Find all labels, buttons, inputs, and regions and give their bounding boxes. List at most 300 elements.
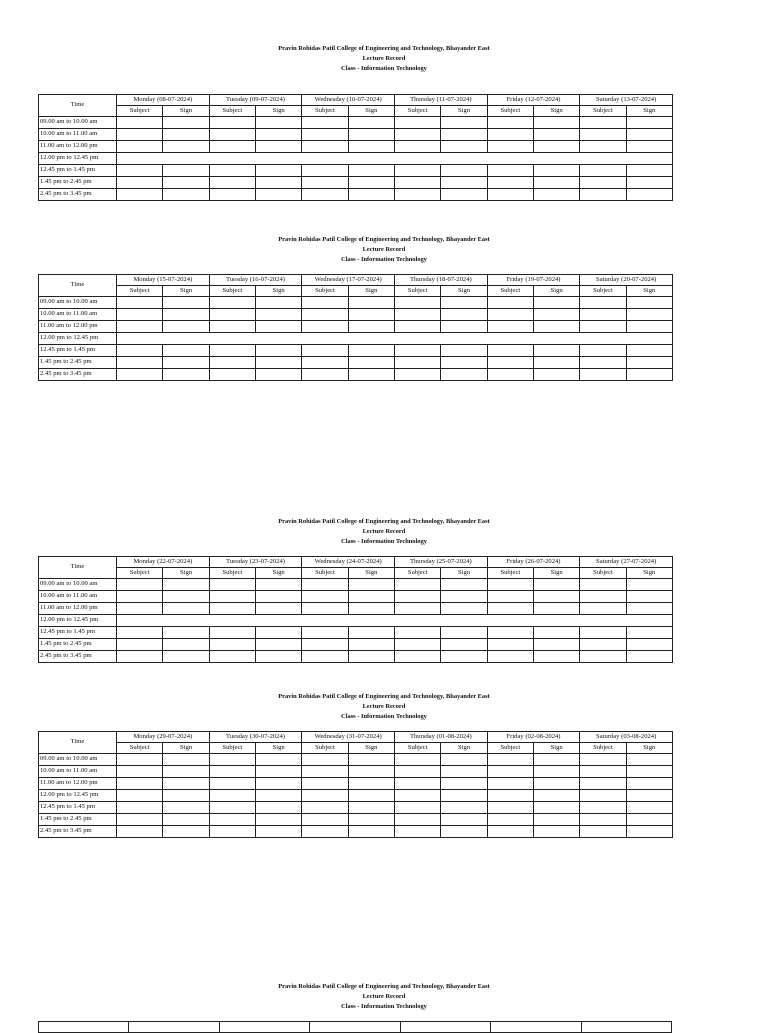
subject-cell[interactable] xyxy=(395,141,441,153)
subject-cell[interactable] xyxy=(209,345,255,357)
subject-cell[interactable] xyxy=(302,117,348,129)
subject-cell[interactable] xyxy=(117,651,163,663)
sign-cell[interactable] xyxy=(626,826,672,838)
sign-cell[interactable] xyxy=(441,754,487,766)
subject-cell[interactable] xyxy=(209,129,255,141)
subject-cell[interactable] xyxy=(209,591,255,603)
subject-cell[interactable] xyxy=(117,117,163,129)
sign-cell[interactable] xyxy=(256,790,302,802)
subject-cell[interactable] xyxy=(302,778,348,790)
subject-cell[interactable] xyxy=(487,802,533,814)
sign-cell[interactable] xyxy=(348,802,394,814)
sign-cell[interactable] xyxy=(626,165,672,177)
subject-cell[interactable] xyxy=(487,309,533,321)
sign-cell[interactable] xyxy=(163,826,209,838)
sign-cell[interactable] xyxy=(441,627,487,639)
sign-cell[interactable] xyxy=(534,766,580,778)
sign-cell[interactable] xyxy=(626,627,672,639)
sign-cell[interactable] xyxy=(348,357,394,369)
subject-cell[interactable] xyxy=(580,603,626,615)
subject-cell[interactable] xyxy=(302,591,348,603)
sign-cell[interactable] xyxy=(441,778,487,790)
sign-cell[interactable] xyxy=(534,189,580,201)
subject-cell[interactable] xyxy=(487,579,533,591)
subject-cell[interactable] xyxy=(117,627,163,639)
subject-cell[interactable] xyxy=(302,189,348,201)
sign-cell[interactable] xyxy=(626,802,672,814)
subject-cell[interactable] xyxy=(117,814,163,826)
subject-cell[interactable] xyxy=(580,321,626,333)
sign-cell[interactable] xyxy=(256,651,302,663)
subject-cell[interactable] xyxy=(395,579,441,591)
subject-cell[interactable] xyxy=(117,591,163,603)
subject-cell[interactable] xyxy=(117,177,163,189)
subject-cell[interactable] xyxy=(209,790,255,802)
sign-cell[interactable] xyxy=(441,802,487,814)
subject-cell[interactable] xyxy=(395,297,441,309)
sign-cell[interactable] xyxy=(256,321,302,333)
sign-cell[interactable] xyxy=(441,309,487,321)
sign-cell[interactable] xyxy=(626,141,672,153)
sign-cell[interactable] xyxy=(256,117,302,129)
sign-cell[interactable] xyxy=(441,345,487,357)
subject-cell[interactable] xyxy=(395,345,441,357)
sign-cell[interactable] xyxy=(626,189,672,201)
sign-cell[interactable] xyxy=(348,778,394,790)
subject-cell[interactable] xyxy=(302,627,348,639)
sign-cell[interactable] xyxy=(534,297,580,309)
sign-cell[interactable] xyxy=(441,369,487,381)
sign-cell[interactable] xyxy=(626,766,672,778)
subject-cell[interactable] xyxy=(580,189,626,201)
subject-cell[interactable] xyxy=(487,189,533,201)
subject-cell[interactable] xyxy=(487,826,533,838)
subject-cell[interactable] xyxy=(395,639,441,651)
sign-cell[interactable] xyxy=(534,177,580,189)
subject-cell[interactable] xyxy=(580,297,626,309)
subject-cell[interactable] xyxy=(395,177,441,189)
subject-cell[interactable] xyxy=(395,627,441,639)
sign-cell[interactable] xyxy=(256,177,302,189)
subject-cell[interactable] xyxy=(209,309,255,321)
sign-cell[interactable] xyxy=(256,754,302,766)
sign-cell[interactable] xyxy=(348,165,394,177)
subject-cell[interactable] xyxy=(209,117,255,129)
sign-cell[interactable] xyxy=(534,826,580,838)
sign-cell[interactable] xyxy=(534,579,580,591)
sign-cell[interactable] xyxy=(256,826,302,838)
subject-cell[interactable] xyxy=(209,766,255,778)
subject-cell[interactable] xyxy=(117,189,163,201)
subject-cell[interactable] xyxy=(117,639,163,651)
subject-cell[interactable] xyxy=(302,129,348,141)
subject-cell[interactable] xyxy=(580,141,626,153)
sign-cell[interactable] xyxy=(441,579,487,591)
subject-cell[interactable] xyxy=(580,177,626,189)
sign-cell[interactable] xyxy=(348,177,394,189)
sign-cell[interactable] xyxy=(163,177,209,189)
sign-cell[interactable] xyxy=(256,309,302,321)
subject-cell[interactable] xyxy=(487,778,533,790)
subject-cell[interactable] xyxy=(395,754,441,766)
sign-cell[interactable] xyxy=(256,778,302,790)
sign-cell[interactable] xyxy=(441,129,487,141)
subject-cell[interactable] xyxy=(209,814,255,826)
sign-cell[interactable] xyxy=(348,651,394,663)
subject-cell[interactable] xyxy=(395,790,441,802)
subject-cell[interactable] xyxy=(302,297,348,309)
sign-cell[interactable] xyxy=(626,117,672,129)
subject-cell[interactable] xyxy=(487,345,533,357)
sign-cell[interactable] xyxy=(626,345,672,357)
sign-cell[interactable] xyxy=(256,165,302,177)
subject-cell[interactable] xyxy=(487,297,533,309)
subject-cell[interactable] xyxy=(395,826,441,838)
subject-cell[interactable] xyxy=(117,802,163,814)
sign-cell[interactable] xyxy=(626,790,672,802)
sign-cell[interactable] xyxy=(626,357,672,369)
subject-cell[interactable] xyxy=(302,651,348,663)
sign-cell[interactable] xyxy=(441,651,487,663)
subject-cell[interactable] xyxy=(302,579,348,591)
sign-cell[interactable] xyxy=(534,603,580,615)
subject-cell[interactable] xyxy=(117,357,163,369)
subject-cell[interactable] xyxy=(580,369,626,381)
subject-cell[interactable] xyxy=(117,165,163,177)
sign-cell[interactable] xyxy=(441,177,487,189)
sign-cell[interactable] xyxy=(256,129,302,141)
sign-cell[interactable] xyxy=(163,345,209,357)
subject-cell[interactable] xyxy=(580,778,626,790)
sign-cell[interactable] xyxy=(348,369,394,381)
sign-cell[interactable] xyxy=(256,297,302,309)
subject-cell[interactable] xyxy=(487,321,533,333)
sign-cell[interactable] xyxy=(626,639,672,651)
sign-cell[interactable] xyxy=(626,321,672,333)
sign-cell[interactable] xyxy=(441,321,487,333)
subject-cell[interactable] xyxy=(302,165,348,177)
sign-cell[interactable] xyxy=(626,814,672,826)
sign-cell[interactable] xyxy=(256,369,302,381)
sign-cell[interactable] xyxy=(348,627,394,639)
subject-cell[interactable] xyxy=(580,754,626,766)
subject-cell[interactable] xyxy=(117,345,163,357)
sign-cell[interactable] xyxy=(441,639,487,651)
subject-cell[interactable] xyxy=(580,165,626,177)
subject-cell[interactable] xyxy=(209,754,255,766)
subject-cell[interactable] xyxy=(487,591,533,603)
sign-cell[interactable] xyxy=(534,369,580,381)
subject-cell[interactable] xyxy=(395,189,441,201)
subject-cell[interactable] xyxy=(580,309,626,321)
sign-cell[interactable] xyxy=(163,591,209,603)
sign-cell[interactable] xyxy=(163,309,209,321)
sign-cell[interactable] xyxy=(256,591,302,603)
subject-cell[interactable] xyxy=(487,639,533,651)
sign-cell[interactable] xyxy=(163,627,209,639)
subject-cell[interactable] xyxy=(487,177,533,189)
subject-cell[interactable] xyxy=(395,321,441,333)
sign-cell[interactable] xyxy=(256,189,302,201)
subject-cell[interactable] xyxy=(395,357,441,369)
sign-cell[interactable] xyxy=(441,165,487,177)
subject-cell[interactable] xyxy=(580,591,626,603)
sign-cell[interactable] xyxy=(348,141,394,153)
subject-cell[interactable] xyxy=(302,309,348,321)
sign-cell[interactable] xyxy=(626,579,672,591)
subject-cell[interactable] xyxy=(302,814,348,826)
subject-cell[interactable] xyxy=(209,651,255,663)
break-merged-cell[interactable] xyxy=(117,615,673,627)
sign-cell[interactable] xyxy=(163,802,209,814)
sign-cell[interactable] xyxy=(534,651,580,663)
subject-cell[interactable] xyxy=(487,651,533,663)
sign-cell[interactable] xyxy=(534,129,580,141)
sign-cell[interactable] xyxy=(163,357,209,369)
sign-cell[interactable] xyxy=(534,814,580,826)
subject-cell[interactable] xyxy=(117,129,163,141)
subject-cell[interactable] xyxy=(395,369,441,381)
subject-cell[interactable] xyxy=(209,579,255,591)
subject-cell[interactable] xyxy=(117,579,163,591)
sign-cell[interactable] xyxy=(348,579,394,591)
sign-cell[interactable] xyxy=(348,297,394,309)
break-merged-cell[interactable] xyxy=(117,153,673,165)
subject-cell[interactable] xyxy=(117,754,163,766)
sign-cell[interactable] xyxy=(534,802,580,814)
subject-cell[interactable] xyxy=(209,603,255,615)
subject-cell[interactable] xyxy=(580,802,626,814)
sign-cell[interactable] xyxy=(441,814,487,826)
subject-cell[interactable] xyxy=(580,651,626,663)
sign-cell[interactable] xyxy=(163,369,209,381)
subject-cell[interactable] xyxy=(302,177,348,189)
subject-cell[interactable] xyxy=(302,141,348,153)
subject-cell[interactable] xyxy=(580,357,626,369)
sign-cell[interactable] xyxy=(348,309,394,321)
subject-cell[interactable] xyxy=(580,579,626,591)
sign-cell[interactable] xyxy=(534,345,580,357)
subject-cell[interactable] xyxy=(302,826,348,838)
sign-cell[interactable] xyxy=(163,165,209,177)
sign-cell[interactable] xyxy=(534,165,580,177)
sign-cell[interactable] xyxy=(626,591,672,603)
subject-cell[interactable] xyxy=(302,603,348,615)
subject-cell[interactable] xyxy=(395,117,441,129)
subject-cell[interactable] xyxy=(209,357,255,369)
sign-cell[interactable] xyxy=(348,189,394,201)
sign-cell[interactable] xyxy=(441,297,487,309)
sign-cell[interactable] xyxy=(441,826,487,838)
subject-cell[interactable] xyxy=(487,814,533,826)
sign-cell[interactable] xyxy=(163,766,209,778)
subject-cell[interactable] xyxy=(209,297,255,309)
sign-cell[interactable] xyxy=(348,603,394,615)
sign-cell[interactable] xyxy=(256,357,302,369)
sign-cell[interactable] xyxy=(256,627,302,639)
subject-cell[interactable] xyxy=(580,790,626,802)
subject-cell[interactable] xyxy=(209,778,255,790)
sign-cell[interactable] xyxy=(626,309,672,321)
sign-cell[interactable] xyxy=(534,309,580,321)
subject-cell[interactable] xyxy=(487,117,533,129)
subject-cell[interactable] xyxy=(580,129,626,141)
sign-cell[interactable] xyxy=(441,766,487,778)
sign-cell[interactable] xyxy=(163,778,209,790)
sign-cell[interactable] xyxy=(441,790,487,802)
sign-cell[interactable] xyxy=(534,639,580,651)
subject-cell[interactable] xyxy=(395,603,441,615)
subject-cell[interactable] xyxy=(302,345,348,357)
sign-cell[interactable] xyxy=(534,321,580,333)
sign-cell[interactable] xyxy=(348,591,394,603)
sign-cell[interactable] xyxy=(163,651,209,663)
sign-cell[interactable] xyxy=(163,321,209,333)
subject-cell[interactable] xyxy=(117,826,163,838)
subject-cell[interactable] xyxy=(209,627,255,639)
sign-cell[interactable] xyxy=(534,591,580,603)
subject-cell[interactable] xyxy=(487,790,533,802)
sign-cell[interactable] xyxy=(256,141,302,153)
subject-cell[interactable] xyxy=(209,802,255,814)
subject-cell[interactable] xyxy=(209,369,255,381)
sign-cell[interactable] xyxy=(163,579,209,591)
sign-cell[interactable] xyxy=(626,129,672,141)
sign-cell[interactable] xyxy=(348,345,394,357)
sign-cell[interactable] xyxy=(441,591,487,603)
subject-cell[interactable] xyxy=(487,603,533,615)
sign-cell[interactable] xyxy=(348,826,394,838)
subject-cell[interactable] xyxy=(117,369,163,381)
subject-cell[interactable] xyxy=(302,790,348,802)
sign-cell[interactable] xyxy=(163,297,209,309)
sign-cell[interactable] xyxy=(626,754,672,766)
sign-cell[interactable] xyxy=(534,357,580,369)
subject-cell[interactable] xyxy=(302,754,348,766)
sign-cell[interactable] xyxy=(348,639,394,651)
sign-cell[interactable] xyxy=(626,297,672,309)
sign-cell[interactable] xyxy=(441,117,487,129)
subject-cell[interactable] xyxy=(487,369,533,381)
sign-cell[interactable] xyxy=(626,369,672,381)
sign-cell[interactable] xyxy=(534,117,580,129)
sign-cell[interactable] xyxy=(256,603,302,615)
subject-cell[interactable] xyxy=(487,357,533,369)
sign-cell[interactable] xyxy=(163,814,209,826)
subject-cell[interactable] xyxy=(209,165,255,177)
sign-cell[interactable] xyxy=(534,778,580,790)
subject-cell[interactable] xyxy=(487,165,533,177)
sign-cell[interactable] xyxy=(348,814,394,826)
sign-cell[interactable] xyxy=(163,141,209,153)
sign-cell[interactable] xyxy=(163,189,209,201)
subject-cell[interactable] xyxy=(209,826,255,838)
subject-cell[interactable] xyxy=(487,141,533,153)
sign-cell[interactable] xyxy=(626,603,672,615)
sign-cell[interactable] xyxy=(163,790,209,802)
sign-cell[interactable] xyxy=(348,321,394,333)
subject-cell[interactable] xyxy=(580,766,626,778)
sign-cell[interactable] xyxy=(163,639,209,651)
sign-cell[interactable] xyxy=(534,627,580,639)
subject-cell[interactable] xyxy=(395,129,441,141)
subject-cell[interactable] xyxy=(580,639,626,651)
sign-cell[interactable] xyxy=(534,790,580,802)
sign-cell[interactable] xyxy=(441,357,487,369)
subject-cell[interactable] xyxy=(395,591,441,603)
subject-cell[interactable] xyxy=(117,309,163,321)
subject-cell[interactable] xyxy=(487,754,533,766)
sign-cell[interactable] xyxy=(256,814,302,826)
subject-cell[interactable] xyxy=(302,369,348,381)
subject-cell[interactable] xyxy=(302,321,348,333)
sign-cell[interactable] xyxy=(163,603,209,615)
sign-cell[interactable] xyxy=(163,129,209,141)
sign-cell[interactable] xyxy=(256,579,302,591)
subject-cell[interactable] xyxy=(395,651,441,663)
subject-cell[interactable] xyxy=(209,141,255,153)
subject-cell[interactable] xyxy=(117,790,163,802)
sign-cell[interactable] xyxy=(626,778,672,790)
subject-cell[interactable] xyxy=(395,814,441,826)
sign-cell[interactable] xyxy=(163,117,209,129)
sign-cell[interactable] xyxy=(626,177,672,189)
subject-cell[interactable] xyxy=(580,627,626,639)
subject-cell[interactable] xyxy=(209,177,255,189)
sign-cell[interactable] xyxy=(256,345,302,357)
subject-cell[interactable] xyxy=(580,826,626,838)
sign-cell[interactable] xyxy=(348,117,394,129)
subject-cell[interactable] xyxy=(209,321,255,333)
sign-cell[interactable] xyxy=(256,639,302,651)
subject-cell[interactable] xyxy=(395,165,441,177)
subject-cell[interactable] xyxy=(302,357,348,369)
subject-cell[interactable] xyxy=(117,766,163,778)
subject-cell[interactable] xyxy=(209,189,255,201)
subject-cell[interactable] xyxy=(580,345,626,357)
subject-cell[interactable] xyxy=(117,321,163,333)
sign-cell[interactable] xyxy=(441,189,487,201)
subject-cell[interactable] xyxy=(302,639,348,651)
subject-cell[interactable] xyxy=(117,603,163,615)
subject-cell[interactable] xyxy=(395,766,441,778)
subject-cell[interactable] xyxy=(580,117,626,129)
sign-cell[interactable] xyxy=(441,141,487,153)
subject-cell[interactable] xyxy=(117,141,163,153)
subject-cell[interactable] xyxy=(487,766,533,778)
sign-cell[interactable] xyxy=(348,766,394,778)
sign-cell[interactable] xyxy=(626,651,672,663)
subject-cell[interactable] xyxy=(487,129,533,141)
sign-cell[interactable] xyxy=(348,790,394,802)
subject-cell[interactable] xyxy=(302,802,348,814)
sign-cell[interactable] xyxy=(348,754,394,766)
subject-cell[interactable] xyxy=(117,297,163,309)
sign-cell[interactable] xyxy=(534,141,580,153)
subject-cell[interactable] xyxy=(395,309,441,321)
break-merged-cell[interactable] xyxy=(117,333,673,345)
sign-cell[interactable] xyxy=(256,766,302,778)
subject-cell[interactable] xyxy=(395,778,441,790)
subject-cell[interactable] xyxy=(117,778,163,790)
sign-cell[interactable] xyxy=(534,754,580,766)
subject-cell[interactable] xyxy=(487,627,533,639)
sign-cell[interactable] xyxy=(348,129,394,141)
sign-cell[interactable] xyxy=(256,802,302,814)
subject-cell[interactable] xyxy=(580,814,626,826)
subject-cell[interactable] xyxy=(209,639,255,651)
subject-cell[interactable] xyxy=(395,802,441,814)
